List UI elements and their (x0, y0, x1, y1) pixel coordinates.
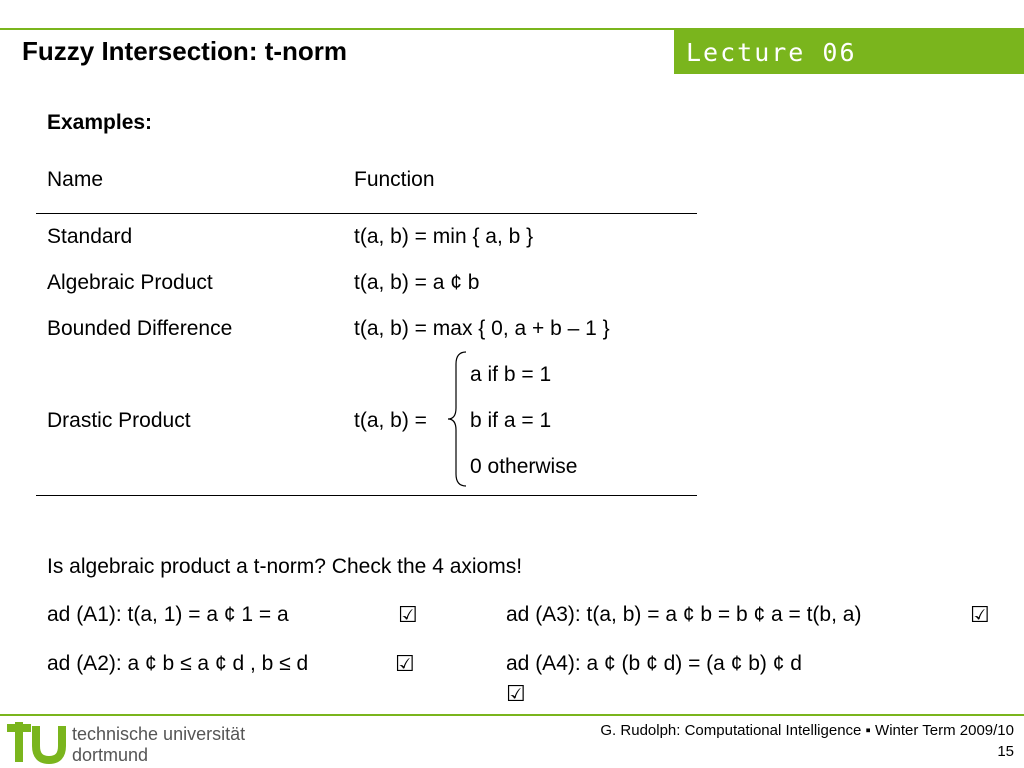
drastic-case-2: b if a = 1 (470, 409, 552, 432)
row-algebraic-function: t(a, b) = a ¢ b (354, 271, 480, 294)
examples-heading: Examples: (47, 111, 153, 134)
a3-checkbox-icon: ☑ (970, 602, 990, 627)
a2-checkbox-icon: ☑ (395, 651, 415, 676)
a1-checkbox-icon: ☑ (398, 602, 418, 627)
axiom-question: Is algebraic product a t-norm? Check the 4 axioms! (47, 555, 523, 578)
column-header-function: Function (354, 168, 435, 191)
axiom-a3: ad (A3): t(a, b) = a ¢ b = b ¢ a = t(b, a) (506, 603, 862, 626)
row-bounded-name: Bounded Difference (47, 317, 233, 340)
table-header-rule (36, 213, 697, 214)
tu-logo-icon (4, 718, 66, 766)
axiom-a1: ad (A1): t(a, 1) = a ¢ 1 = a (47, 603, 289, 626)
drastic-case-1: a if b = 1 (470, 363, 552, 386)
axiom-a2: ad (A2): a ¢ b ≤ a ¢ d , b ≤ d (47, 652, 309, 675)
university-name-line2: dortmund (72, 745, 149, 765)
cases-brace-icon (446, 350, 470, 488)
row-standard-function: t(a, b) = min { a, b } (354, 225, 534, 248)
lecture-badge (674, 30, 1024, 74)
drastic-case-3: 0 otherwise (470, 455, 578, 478)
lecture-label: Lecture 06 (686, 38, 857, 67)
row-standard-name: Standard (47, 225, 133, 248)
footer-rule (0, 714, 1024, 716)
footer-credit-text: G. Rudolph: Computational Intelligence ▪ Winter Term 2009/10 (600, 722, 1014, 739)
slide-title: Fuzzy Intersection: t-norm (22, 36, 348, 66)
row-bounded-function: t(a, b) = max { 0, a + b – 1 } (354, 317, 610, 340)
university-name-line1: technische universität (72, 724, 246, 744)
row-drastic-name: Drastic Product (47, 409, 191, 432)
a4-checkbox-icon: ☑ (506, 681, 526, 706)
axiom-a4: ad (A4): a ¢ (b ¢ d) = (a ¢ b) ¢ d (506, 652, 802, 675)
footer-credit (600, 722, 1014, 760)
row-algebraic-name: Algebraic Product (47, 271, 213, 294)
row-drastic-function: t(a, b) = (354, 409, 427, 432)
page-number: 15 (997, 743, 1014, 760)
table-bottom-rule (36, 495, 697, 496)
column-header-name: Name (47, 168, 104, 191)
